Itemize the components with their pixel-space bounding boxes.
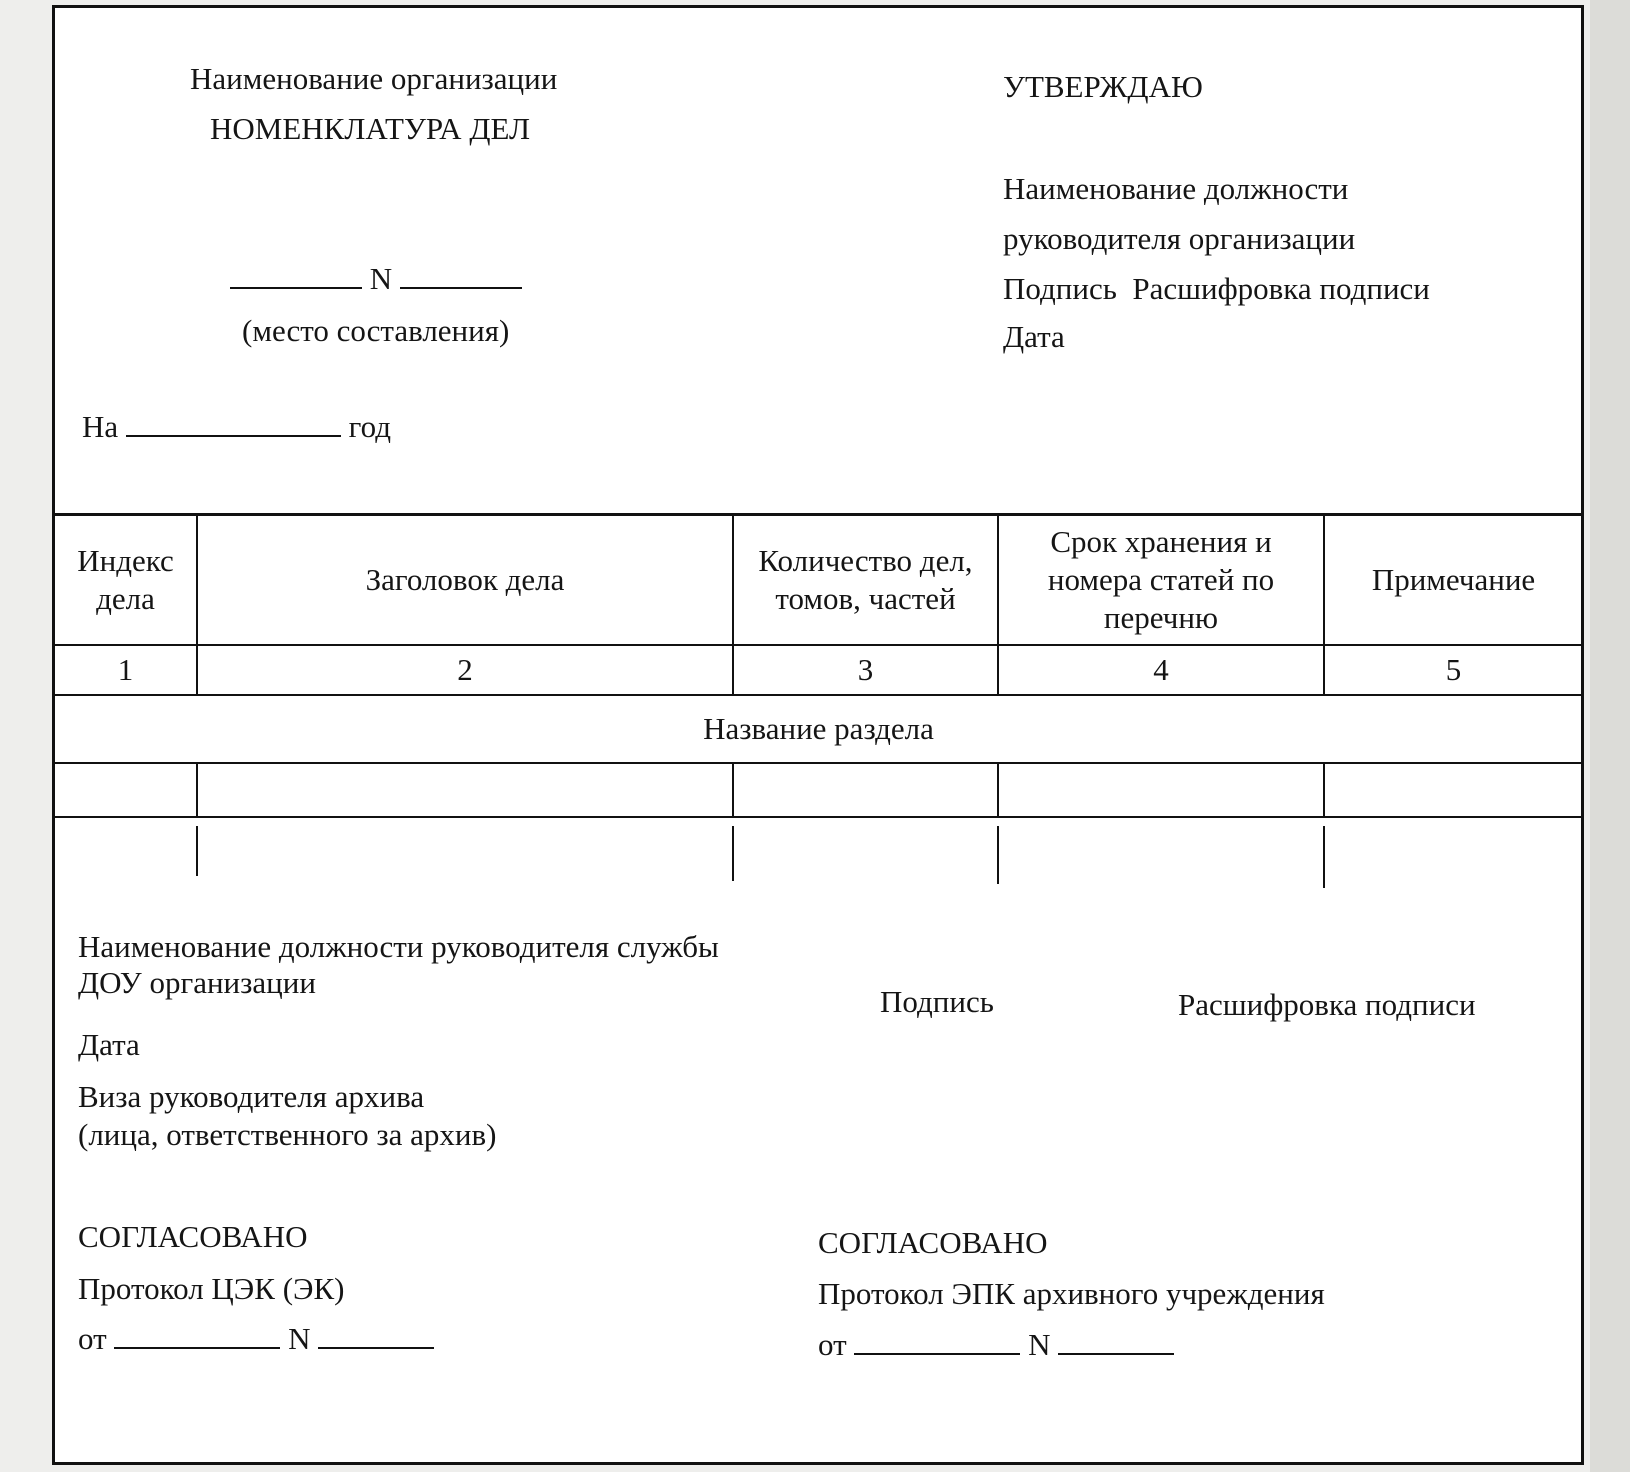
section-row xyxy=(55,695,1582,763)
agreement-from-line-right xyxy=(818,1326,1174,1364)
number-blank[interactable] xyxy=(318,1321,434,1349)
approval-signature: Подпись xyxy=(1003,271,1117,306)
number-label: N xyxy=(288,1321,311,1356)
approval-signature-decode: Расшифровка подписи xyxy=(1132,271,1430,306)
footer-signature-decode: Расшифровка подписи xyxy=(1178,987,1476,1022)
table-cell[interactable] xyxy=(55,763,197,817)
col-header-index: Индекс дела xyxy=(55,515,197,646)
year-blank[interactable] xyxy=(126,409,341,437)
place-caption: (место составления) xyxy=(242,313,510,348)
date-blank[interactable] xyxy=(114,1321,280,1349)
date-blank[interactable] xyxy=(854,1327,1020,1355)
section-title: Название раздела xyxy=(55,695,1582,763)
archive-visa-line1: Виза руководителя архива xyxy=(78,1079,425,1114)
column-divider-tail xyxy=(732,826,734,881)
footer-date: Дата xyxy=(78,1027,140,1062)
approval-position-line2: руководителя организации xyxy=(1003,221,1356,256)
col-header-note: Примечание xyxy=(1324,515,1582,646)
col-number: 5 xyxy=(1324,645,1582,695)
agreement-title-left: СОГЛАСОВАНО xyxy=(78,1219,308,1254)
approval-signature-line xyxy=(1003,270,1430,308)
number-label: N xyxy=(369,261,393,296)
year-suffix: год xyxy=(348,409,391,444)
approval-position-line1: Наименование должности xyxy=(1003,171,1349,206)
col-number: 2 xyxy=(197,645,733,695)
col-number: 3 xyxy=(733,645,998,695)
place-blank[interactable] xyxy=(230,261,362,289)
column-divider-tail xyxy=(196,826,198,876)
agreement-protocol-left: Протокол ЦЭК (ЭК) xyxy=(78,1271,345,1306)
col-number: 4 xyxy=(998,645,1324,695)
archive-visa-line2: (лица, ответственного за архив) xyxy=(78,1117,497,1152)
table-cell[interactable] xyxy=(998,763,1324,817)
approval-date: Дата xyxy=(1003,319,1065,354)
year-prefix: На xyxy=(82,409,119,444)
nomenclature-form xyxy=(52,5,1584,1465)
col-header-title: Заголовок дела xyxy=(197,515,733,646)
from-label: от xyxy=(818,1327,847,1362)
approval-title: УТВЕРЖДАЮ xyxy=(1003,69,1203,104)
dou-position-line1: Наименование должности руководителя службы xyxy=(78,929,719,964)
year-line xyxy=(82,408,391,446)
agreement-from-line-left xyxy=(78,1320,434,1358)
page-edge xyxy=(1590,0,1630,1472)
col-header-count: Количество дел, томов, частей xyxy=(733,515,998,646)
column-divider-tail xyxy=(997,826,999,884)
org-name: Наименование организации xyxy=(190,61,558,96)
table-cell[interactable] xyxy=(197,763,733,817)
column-numbers-row xyxy=(55,645,1582,695)
column-divider-tail xyxy=(1323,826,1325,888)
dou-position-line2: ДОУ организации xyxy=(78,965,316,1000)
agreement-protocol-right: Протокол ЭПК архивного учреждения xyxy=(818,1276,1325,1311)
footer-signature: Подпись xyxy=(880,984,994,1019)
col-header-retention: Срок хранения и номера статей по перечню xyxy=(998,515,1324,646)
table-row xyxy=(55,763,1582,817)
number-blank[interactable] xyxy=(400,261,522,289)
table-cell[interactable] xyxy=(1324,763,1582,817)
cases-table xyxy=(55,513,1582,818)
from-label: от xyxy=(78,1321,107,1356)
table-header-row xyxy=(55,515,1582,646)
doc-title: НОМЕНКЛАТУРА ДЕЛ xyxy=(210,111,531,146)
number-blank[interactable] xyxy=(1058,1327,1174,1355)
number-label: N xyxy=(1028,1327,1051,1362)
agreement-title-right: СОГЛАСОВАНО xyxy=(818,1225,1048,1260)
col-number: 1 xyxy=(55,645,197,695)
table-cell[interactable] xyxy=(733,763,998,817)
place-number-line xyxy=(230,260,522,298)
